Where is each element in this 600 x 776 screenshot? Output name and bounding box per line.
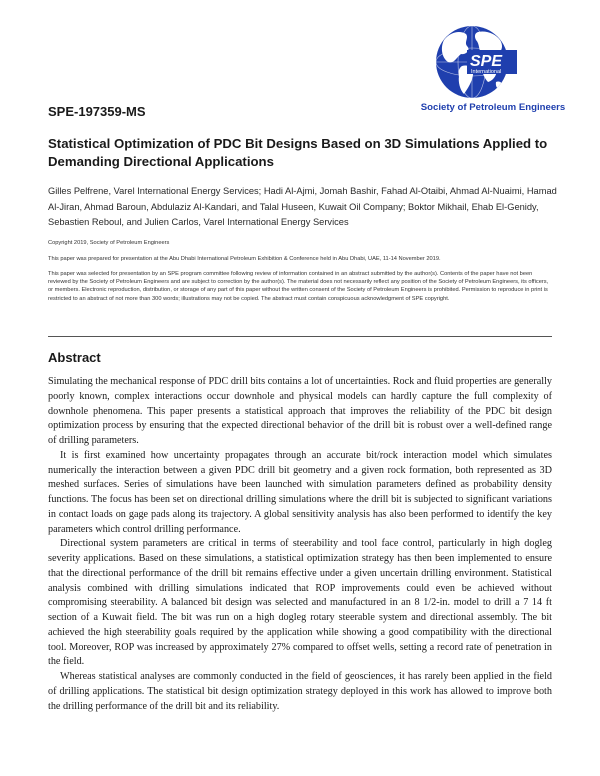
copyright-notice: Copyright 2019, Society of Petroleum Engineers — [48, 240, 170, 246]
paper-id: SPE-197359-MS — [48, 104, 146, 119]
section-divider — [48, 336, 552, 337]
abstract-heading: Abstract — [48, 350, 101, 365]
abstract-body — [48, 375, 552, 714]
abstract-paragraph: Whereas statistical analyses are commonly conducted in the field of geosciences, it has rarely been applied in the field of drilling applications. The statistical bit design optimization strategy deployed in this work has allowed to improve both the drilling performance of the drill bit and its reliability. — [48, 671, 552, 712]
abstract-paragraph: Directional system parameters are critical in terms of steerability and tool face control, particularly in high dogleg severity applications. Based on these simulations, a statistical optimization strategy has then been implemented to ensure that the directional performance of the drill bit remains effective under a given uncertain drilling environment. Statistical analysis combined with drilling simulations indicated that ROP improvements could even be achieved without compromising steerability. A balanced bit design was selected and manufactured in an 8 1/2-in. model to drill a 7 14 ft section of a Kuwait field. The bit was run on a high dogleg rotary steerable system and directional assembly. The bit achieved the high steerability goals required by the application while showing a good compatibility with the directional tool. Moreover, ROP was increased by approximately 27% compared to offset wells, setting a record rate of penetration in the field. — [48, 538, 552, 668]
spe-logo — [418, 24, 568, 118]
paper-title: Statistical Optimization of PDC Bit Designs Based on 3D Simulations Applied to Demanding Directional Applications — [48, 136, 548, 169]
abstract-paragraph: Simulating the mechanical response of PDC drill bits contains a lot of uncertainties. Rock and fluid properties are generally poorly known, complex interactions occur downhole and physical models can hardly capture the full complexity of downhole phenomena. This paper presents a statistical approach that improves the reliability of the PDC bit design optimization process by ensuring that the expected directional behavior of the drill bit is robust over a well-defined range of drilling parameters. — [48, 376, 552, 446]
abstract-paragraph: It is first examined how uncertainty propagates through an accurate bit/rock interaction model which simulates numerically the interaction between a given PDC drill bit geometry and a given rock formation, both represented as 3D meshed surfaces. Series of simulations have been launched with simulation parameters defined as probability density functions. The focus has been set on directional drilling simulations where the drill bit is subjected to significant variations in contact loads on gage pads along its trajectory. A global sensitivity analysis has also been performed to identify the key parameters which control drilling performance. — [48, 449, 552, 535]
spe-mark-text: SPE — [470, 53, 503, 70]
author-list: Gilles Pelfrene, Varel International Energy Services; Hadi Al-Ajmi, Jomah Bashir, Fahad Al-Otaibi, Ahmad Al-Nuaimi, Hamad Al-Jiran, Ahmad Baroun, Abdulaziz Al-Kandari, and Talal Huseen, Kuwait Oil Company; Boktor Mikhail, Ehab El-Genidy, Sebastien Reboul, and Julien Carlos, Varel International Energy Services — [48, 186, 557, 227]
selection-notice: This paper was selected for presentation by an SPE program committee following review of information contained in an abstract submitted by the author(s). Contents of the paper have not been reviewed by the Society of Petroleum Engineers and are subject to correction by the author(s). The material does not necessarily reflect any position of the Society of Petroleum Engineers, its officers, or members. Electronic reproduction, distribution, or storage of any part of this paper without the written consent of the Society of Petroleum Engineers is prohibited. Permission to reproduce in print is restricted to an abstract of not more than 300 words; illustrations may not be copied. The abstract must contain conspicuous acknowledgment of SPE copyright. — [48, 271, 549, 302]
presentation-notice: This paper was prepared for presentation at the Abu Dhabi International Petroleum Exhibition & Conference held in Abu Dhabi, UAE, 11-14 November 2019. — [48, 256, 441, 262]
society-name: Society of Petroleum Engineers — [420, 102, 566, 113]
globe-icon — [434, 24, 552, 104]
spe-mark-subtext: International — [471, 69, 502, 75]
